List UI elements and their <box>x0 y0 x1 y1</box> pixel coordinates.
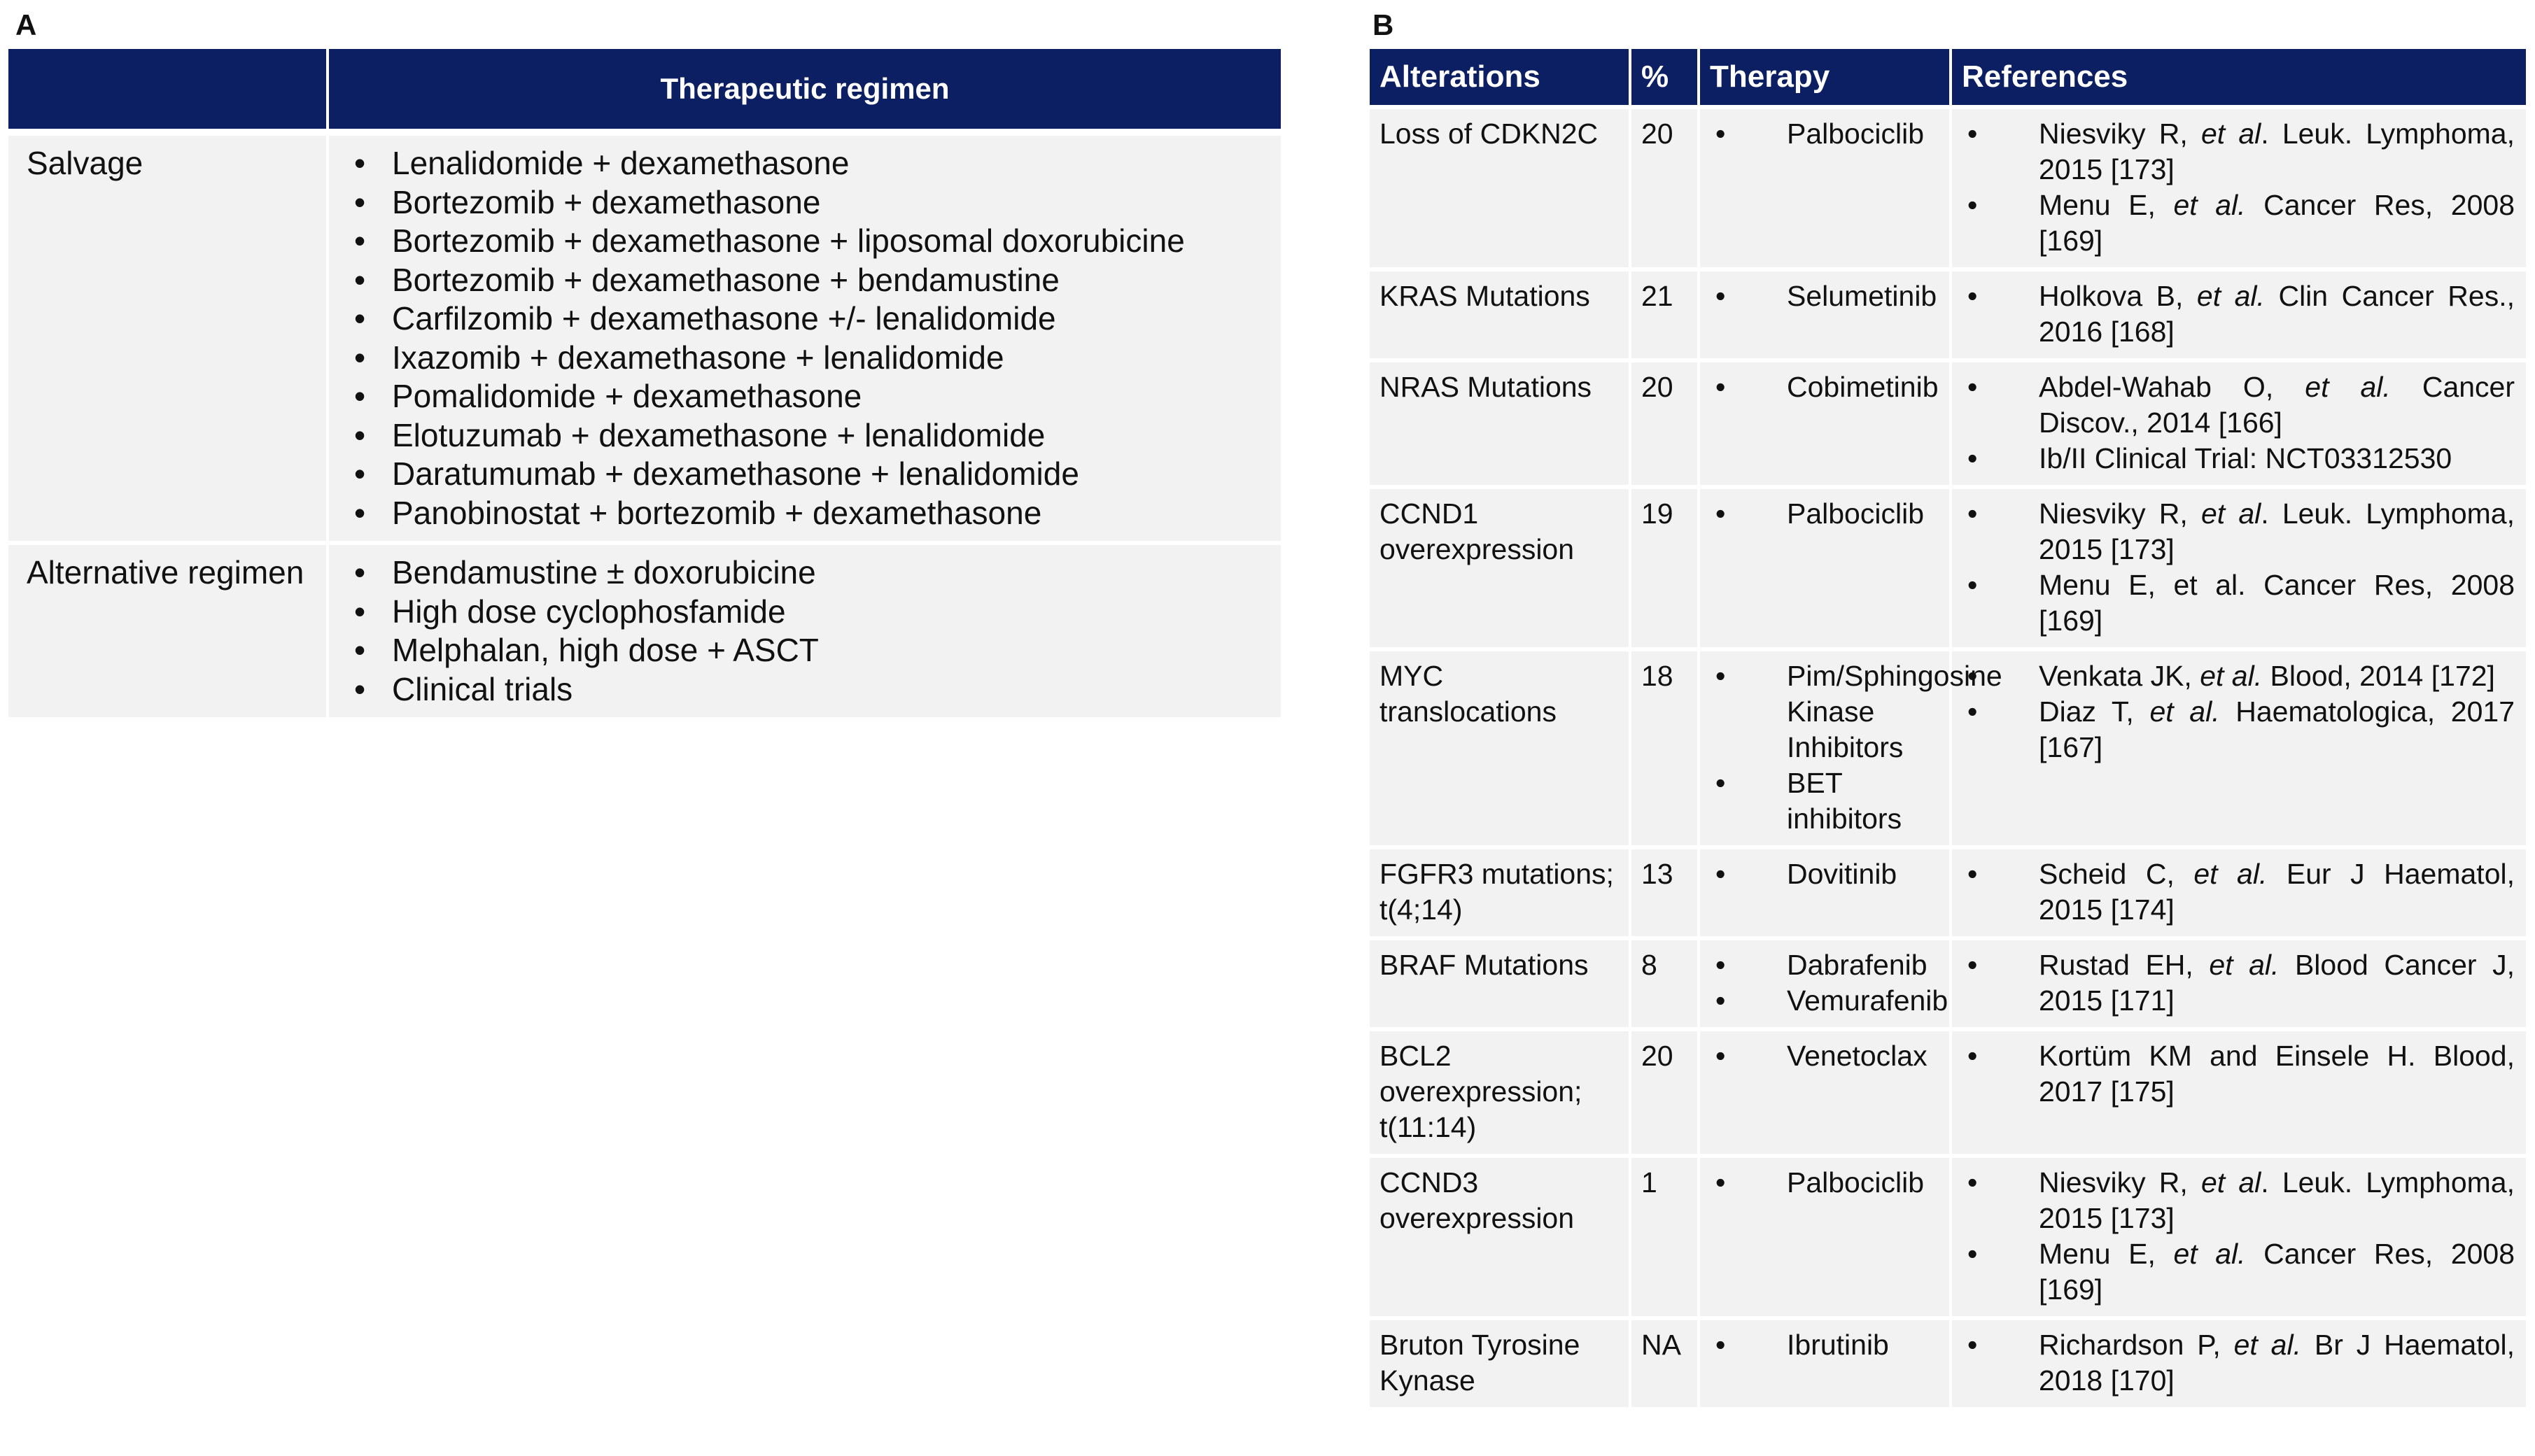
reference-authors: Richardson P, <box>2039 1329 2234 1361</box>
reference-authors: Venkata JK, <box>2039 660 2200 692</box>
reference-item <box>1962 441 2515 476</box>
reference-item <box>1962 694 2515 765</box>
reference-etal: et al. <box>2173 189 2246 221</box>
therapy-cell <box>1699 1029 1951 1156</box>
percent-cell: 20 <box>1630 1029 1699 1156</box>
therapy-item: • Dabrafenib <box>1710 947 1939 983</box>
reference-list <box>1962 856 2515 928</box>
regimen-item: • Bendamustine ± doxorubicine <box>354 553 1281 593</box>
reference-authors: Holkova B, <box>2039 280 2197 312</box>
therapy-list <box>1710 658 2002 837</box>
regimen-item: • Bortezomib + dexamethasone + bendamustine <box>354 261 1281 300</box>
therapy-item: • BET inhibitors <box>1710 765 1939 837</box>
alteration-cell: NRAS Mutations <box>1370 360 1630 487</box>
reference-list <box>1962 116 2515 259</box>
regimen-item: • Panobinostat + bortezomib + dexamethasone <box>354 494 1281 533</box>
alteration-cell: BRAF Mutations <box>1370 938 1630 1029</box>
therapy-item: • Venetoclax <box>1710 1038 1939 1074</box>
therapy-list <box>1710 496 1939 532</box>
reference-etal: et al. <box>2149 695 2220 728</box>
references-cell <box>1951 1318 2526 1407</box>
references-cell <box>1951 107 2526 269</box>
alteration-cell: MYC translocations <box>1370 649 1630 847</box>
therapy-cell <box>1699 649 2002 847</box>
therapy-cell <box>1699 107 1951 269</box>
alteration-cell: Bruton Tyrosine Kynase <box>1370 1318 1630 1407</box>
table-a-spacer <box>8 129 1281 136</box>
reference-etal: et al <box>2200 1166 2261 1199</box>
alteration-cell: Loss of CDKN2C <box>1370 107 1630 269</box>
therapy-list <box>1710 278 1939 314</box>
table-a-header-row <box>8 49 1281 129</box>
reference-source: Cancer Res, 2008 [169] <box>2039 1238 2515 1306</box>
panel-b-label: B <box>1372 8 1394 41</box>
table-row <box>1370 847 2526 938</box>
alteration-cell: BCL2 overexpression; t(11:14) <box>1370 1029 1630 1156</box>
reference-item <box>1962 1327 2515 1399</box>
header-alterations: Alterations <box>1370 49 1630 107</box>
therapy-cell <box>1699 487 1951 649</box>
table-row <box>8 136 1281 541</box>
percent-cell: 20 <box>1630 107 1699 269</box>
reference-authors: Niesviky R, <box>2039 497 2201 530</box>
regimen-category: Salvage <box>8 136 328 541</box>
reference-etal: et al. <box>2173 1238 2246 1270</box>
references-cell <box>1951 360 2526 487</box>
regimen-item: • Clinical trials <box>354 670 1281 709</box>
reference-item <box>1962 496 2515 567</box>
reference-list <box>1962 278 2515 350</box>
reference-authors: Menu E, et al. Cancer Res, 2008 [169] <box>2039 569 2515 637</box>
table-row <box>1370 360 2526 487</box>
reference-list <box>1962 1327 2515 1399</box>
alteration-cell: CCND3 overexpression <box>1370 1156 1630 1318</box>
reference-authors: Niesviky R, <box>2039 118 2201 150</box>
regimen-list <box>354 553 1281 709</box>
reference-item <box>1962 1038 2515 1110</box>
header-references: References <box>1951 49 2526 107</box>
alteration-cell: FGFR3 mutations; t(4;14) <box>1370 847 1630 938</box>
table-row <box>1370 107 2526 269</box>
regimen-item: • Pomalidomide + dexamethasone <box>354 377 1281 416</box>
regimen-category: Alternative regimen <box>8 545 328 717</box>
reference-etal: et al <box>2200 497 2261 530</box>
table-a-header-blank <box>8 49 328 129</box>
reference-source: Clin Cancer Res., 2016 [168] <box>2039 280 2515 348</box>
regimen-items <box>328 545 1281 717</box>
reference-item <box>1962 658 2515 694</box>
therapy-list <box>1710 856 1939 892</box>
reference-etal: et al. <box>2233 1329 2301 1361</box>
reference-source: . Leuk. Lymphoma, 2015 [173] <box>2039 497 2515 565</box>
references-cell <box>1951 1156 2526 1318</box>
therapy-item: • Palbociclib <box>1710 1165 1939 1201</box>
references-cell <box>1951 649 2526 847</box>
reference-authors: Kortüm KM and Einsele H. Blood, 2017 [175] <box>2039 1040 2515 1108</box>
reference-item <box>1962 278 2515 350</box>
reference-item <box>1962 369 2515 441</box>
table-row <box>1370 938 2526 1029</box>
panel-a-label: A <box>15 8 37 41</box>
table-row <box>1370 1029 2526 1156</box>
spacer-cell <box>328 129 1281 136</box>
therapeutic-regimen-table <box>8 49 1281 717</box>
reference-list <box>1962 1165 2515 1308</box>
reference-etal: et al. <box>2193 858 2268 890</box>
references-cell <box>1951 938 2526 1029</box>
reference-source: . Leuk. Lymphoma, 2015 [173] <box>2039 118 2515 185</box>
therapy-item: • Dovitinib <box>1710 856 1939 892</box>
therapy-cell <box>1699 360 1951 487</box>
therapy-item: • Vemurafenib <box>1710 983 1939 1019</box>
references-cell <box>1951 1029 2526 1156</box>
regimen-list <box>354 144 1281 532</box>
regimen-item: • Elotuzumab + dexamethasone + lenalidomide <box>354 416 1281 455</box>
header-therapy: Therapy <box>1699 49 1951 107</box>
regimen-item: • Ixazomib + dexamethasone + lenalidomide <box>354 339 1281 378</box>
regimen-item: • High dose cyclophosfamide <box>354 593 1281 632</box>
therapy-item: • Palbociclib <box>1710 116 1939 152</box>
percent-cell: 13 <box>1630 847 1699 938</box>
therapy-cell <box>1699 269 1951 360</box>
table-b-header-row <box>1370 49 2526 107</box>
therapy-item: • Pim/Sphingosine Kinase Inhibitors <box>1710 658 1939 765</box>
therapy-item: • Ibrutinib <box>1710 1327 1939 1363</box>
reference-etal: et al. <box>2200 660 2263 692</box>
therapy-list <box>1710 1327 1939 1363</box>
spacer-cell <box>8 129 328 136</box>
reference-source: Haematologica, 2017 [167] <box>2039 695 2515 763</box>
regimen-item: • Lenalidomide + dexamethasone <box>354 144 1281 183</box>
table-row <box>8 545 1281 717</box>
reference-authors: Scheid C, <box>2039 858 2194 890</box>
reference-source: Eur J Haematol, 2015 [174] <box>2039 858 2515 926</box>
reference-authors: Rustad EH, <box>2039 949 2210 981</box>
references-cell <box>1951 269 2526 360</box>
regimen-item: • Melphalan, high dose + ASCT <box>354 631 1281 670</box>
regimen-item: • Daratumumab + dexamethasone + lenalidomide <box>354 455 1281 494</box>
reference-list <box>1962 658 2515 765</box>
reference-item <box>1962 947 2515 1019</box>
reference-list <box>1962 1038 2515 1110</box>
percent-cell: 21 <box>1630 269 1699 360</box>
reference-authors: Menu E, <box>2039 189 2174 221</box>
reference-item <box>1962 1165 2515 1236</box>
reference-authors: Menu E, <box>2039 1238 2174 1270</box>
percent-cell: 18 <box>1630 649 1699 847</box>
therapy-list <box>1710 116 1939 152</box>
therapy-item: • Selumetinib <box>1710 278 1939 314</box>
alteration-cell: KRAS Mutations <box>1370 269 1630 360</box>
table-a-header-regimen: Therapeutic regimen <box>328 49 1281 129</box>
table-row <box>1370 1156 2526 1318</box>
table-row <box>1370 649 2526 847</box>
therapy-list <box>1710 369 1939 405</box>
references-cell <box>1951 847 2526 938</box>
therapy-item: • Palbociclib <box>1710 496 1939 532</box>
reference-source: Blood, 2014 [172] <box>2262 660 2495 692</box>
percent-cell: 1 <box>1630 1156 1699 1318</box>
reference-item <box>1962 567 2515 639</box>
reference-list <box>1962 496 2515 639</box>
therapy-cell <box>1699 1156 1951 1318</box>
reference-item <box>1962 188 2515 259</box>
regimen-items <box>328 136 1281 541</box>
header-percent: % <box>1630 49 1699 107</box>
therapy-cell <box>1699 1318 1951 1407</box>
reference-item <box>1962 1236 2515 1308</box>
reference-authors: Abdel-Wahab O, <box>2039 371 2305 403</box>
reference-source: Cancer Res, 2008 [169] <box>2039 189 2515 257</box>
regimen-item: • Bortezomib + dexamethasone <box>354 183 1281 222</box>
table-row <box>1370 487 2526 649</box>
therapy-item: • Cobimetinib <box>1710 369 1939 405</box>
percent-cell: 8 <box>1630 938 1699 1029</box>
percent-cell: 20 <box>1630 360 1699 487</box>
table-row <box>1370 269 2526 360</box>
reference-etal: et al. <box>2196 280 2265 312</box>
reference-authors: Niesviky R, <box>2039 1166 2201 1199</box>
reference-etal: et al. <box>2209 949 2280 981</box>
percent-cell: 19 <box>1630 487 1699 649</box>
therapy-list <box>1710 1038 1939 1074</box>
therapy-cell <box>1699 847 1951 938</box>
reference-source: Br J Haematol, 2018 [170] <box>2039 1329 2515 1397</box>
reference-list <box>1962 947 2515 1019</box>
references-cell <box>1951 487 2526 649</box>
reference-source: Cancer Discov., 2014 [166] <box>2039 371 2515 439</box>
table-row <box>1370 1318 2526 1407</box>
therapy-list <box>1710 1165 1939 1201</box>
reference-etal: et al <box>2200 118 2261 150</box>
reference-list <box>1962 369 2515 476</box>
reference-source: . Leuk. Lymphoma, 2015 [173] <box>2039 1166 2515 1234</box>
reference-item <box>1962 856 2515 928</box>
percent-cell: NA <box>1630 1318 1699 1407</box>
reference-authors: Ib/II Clinical Trial: NCT03312530 <box>2039 442 2452 474</box>
regimen-item: • Bortezomib + dexamethasone + liposomal doxorubicine <box>354 222 1281 261</box>
therapy-cell <box>1699 938 1951 1029</box>
reference-source: Blood Cancer J, 2015 [171] <box>2039 949 2515 1017</box>
regimen-item: • Carfilzomib + dexamethasone +/- lenalidomide <box>354 299 1281 339</box>
reference-item <box>1962 116 2515 188</box>
reference-etal: et al. <box>2305 371 2391 403</box>
therapy-list <box>1710 947 1948 1019</box>
alterations-table <box>1370 49 2526 1407</box>
alteration-cell: CCND1 overexpression <box>1370 487 1630 649</box>
reference-authors: Diaz T, <box>2039 695 2150 728</box>
